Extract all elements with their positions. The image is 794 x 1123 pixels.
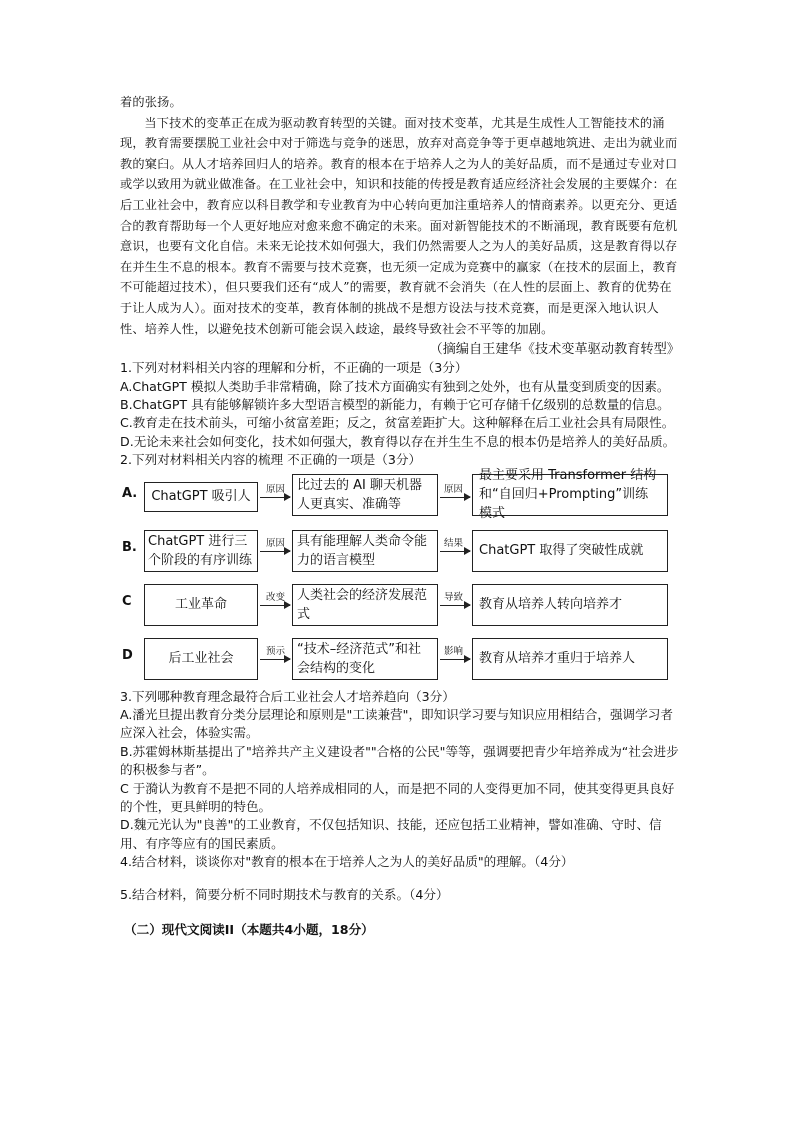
flow-box-3: 教育从培养人转向培养才 <box>472 584 668 626</box>
flow-link-label-2: 导致 <box>444 591 464 603</box>
flow-link-label-2: 结果 <box>444 537 464 549</box>
flow-link-label-1: 改变 <box>266 591 286 603</box>
passage-top-line: 着的张扬。 <box>120 95 182 109</box>
question-2 <box>120 451 680 687</box>
q2-row-d <box>120 634 680 688</box>
flow-link-label-1: 预示 <box>266 645 286 657</box>
q3-option-a: A.潘光旦提出教育分类分层理论和原则是"工读兼营"，即知识学习要与知识应用相结合，强调学习者应深入社会，体验实需。 <box>120 706 673 741</box>
flow-box-1: 后工业社会 <box>144 638 258 680</box>
flow-box-2: 比过去的 AI 聊天机器人更真实、准确等 <box>292 474 438 516</box>
arrow-right-icon <box>260 659 290 661</box>
exam-page <box>120 92 680 938</box>
q2-flow-diagram <box>120 468 680 688</box>
flow-box-3: 教育从培养才重归于培养人 <box>472 638 668 680</box>
q2-row-b <box>120 526 680 580</box>
arrow-right-icon <box>440 497 470 499</box>
q1-option-b: B.ChatGPT 具有能够解锁许多大型语言模型的新能力，有赖于它可存储千亿级别的总数量的信息。 <box>120 396 670 412</box>
question-4: 4.结合材料，谈谈你对"教育的根本在于培养人之为人的美好品质"的理解。（4分） <box>120 854 574 870</box>
flow-box-1: ChatGPT 吸引人 <box>144 482 258 512</box>
flow-link-label-2: 影响 <box>444 645 464 657</box>
question-3 <box>120 688 680 854</box>
reading-passage <box>120 92 680 339</box>
row-letter: D <box>122 647 133 663</box>
passage-paragraph: 当下技术的变革正在成为驱动教育转型的关键。面对技术变革，尤其是生成性人工智能技术的涌现，教育需要摆脱工业社会中对于筛选与竞争的迷思，放弃对高竞争等于更卓越地筑进、走出为就业而教的窠臼。从人才培养回归人的培养。教育的根本在于培养人之为人的美好品质，而不是通过专业对口或学以致用为就业做准备。在工业社会中，知识和技能的传授是教育适应经济社会发展的主要媒介：在后工业社会中，教育应以科目教学和专业教育为中心转向更加注重培养人的情商素养。以更充分、更适合的教育帮助每一个人更好地应对愈来愈不确定的未来。面对新智能技术的不断涌现，教育既要有危机意识，也要有文化自信。未来无论技术如何强大，我们仍然需要人之为人的美好品质，这是教育得以存在并生生不息的根本。教育不需要与技术竞赛，也无须一定成为竞赛中的赢家（在技术的层面上，教育不可能超过技术），但只要我们还有“成人”的需要，教育就不会消失（在人性的层面上、教育的优势在于让人成为人）。面对技术的变革，教育体制的挑战不是想方设法与技术竞赛，而是更深入地认识人性、培养人性，以避免技术创新可能会误入歧途，最终导致社会不平等的加剧。 <box>120 115 678 336</box>
flow-link-label-2: 原因 <box>444 483 464 495</box>
question-5: 5.结合材料，简要分析不同时期技术与教育的关系。（4分） <box>120 886 449 902</box>
passage-source: （摘编自王建华《技术变革驱动教育转型》 <box>429 342 680 358</box>
arrow-right-icon <box>260 605 290 607</box>
flow-box-2: 人类社会的经济发展范式 <box>292 584 438 626</box>
flow-box-3: 最主要采用 Transformer 结构和“自回归+Prompting”训练模式 <box>472 474 668 516</box>
q1-option-c: C.教育走在技术前头，可缩小贫富差距；反之，贫富差距扩大。这种解释在后工业社会具有局限性。 <box>120 415 675 431</box>
arrow-right-icon <box>440 551 470 553</box>
flow-link-label-1: 原因 <box>266 483 286 495</box>
section-heading: （二）现代文阅读II（本题共4小题，18分） <box>124 922 374 938</box>
arrow-right-icon <box>260 551 290 553</box>
q3-option-c: C 于漪认为教育不是把不同的人培养成相同的人，而是把不同的人变得更加不同，使其变得更具良好的个性，更具鲜明的特色。 <box>120 780 675 814</box>
flow-box-3: ChatGPT 取得了突破性成就 <box>472 530 668 572</box>
q3-option-d: D.魏元光认为"良善"的工业教育，不仅包括知识、技能，还应包括工业精神，譬如准确、守时、信用、有序等应有的国民素质。 <box>120 817 662 851</box>
arrow-right-icon <box>260 497 290 499</box>
row-letter: C <box>122 593 132 609</box>
arrow-right-icon <box>440 605 470 607</box>
flow-link-label-1: 原因 <box>266 537 286 549</box>
arrow-right-icon <box>440 659 470 661</box>
q3-stem: 3.下列哪种教育理念最符合后工业社会人才培养趋向（3分） <box>120 688 455 704</box>
flow-box-2: “技术–经济范式”和社会结构的变化 <box>292 638 438 680</box>
row-letter: B. <box>122 539 137 555</box>
flow-box-1: 工业革命 <box>144 584 258 626</box>
q1-stem: 1.下列对材料相关内容的理解和分析，不正确的一项是（3分） <box>120 360 468 376</box>
q2-row-a <box>120 468 680 526</box>
row-letter: A. <box>122 485 138 501</box>
q1-option-d: D.无论未来社会如何变化，技术如何强大，教育得以存在并生生不息的根本仍是培养人的美好品质。 <box>120 433 676 449</box>
flow-box-2: 具有能理解人类命令能力的语言模型 <box>292 530 438 572</box>
flow-box-1: ChatGPT 进行三个阶段的有序训练 <box>144 530 258 572</box>
q1-option-a: A.ChatGPT 模拟人类助手非常精确，除了技术方面确实有独到之处外，也有从量变到质变的因素。 <box>120 378 670 394</box>
q2-row-c <box>120 580 680 634</box>
question-1 <box>120 359 680 451</box>
q2-stem: 2.下列对材料相关内容的梳理 不正确的一项是（3分） <box>120 452 422 468</box>
q3-option-b: B.苏霍姆林斯基提出了"培养共产主义建设者""合格的公民"等等，强调要把青少年培养成为“社会进步的积极参与者”。 <box>120 743 679 778</box>
